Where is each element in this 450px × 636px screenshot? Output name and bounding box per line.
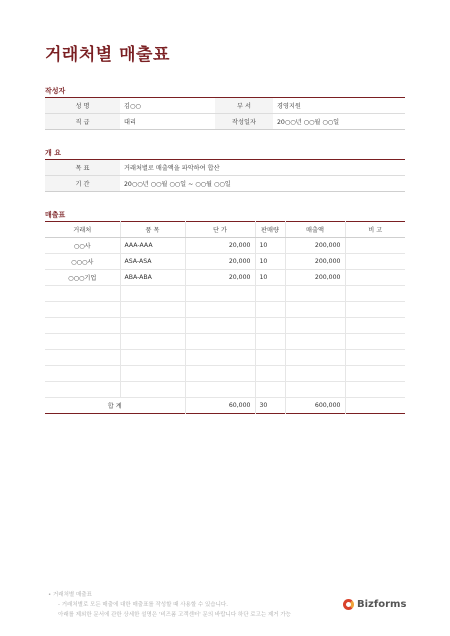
bizforms-logo-text: Bizforms [357, 599, 407, 610]
cell-note [345, 270, 405, 286]
cell-quantity [255, 334, 285, 350]
table-row [45, 302, 405, 318]
header-item: 품 목 [120, 222, 185, 238]
cell-sales: 200,000 [285, 254, 345, 270]
date-label: 작성일자 [215, 114, 273, 130]
footer-line-3: 아래를 제외한 문서에 관한 상세한 설명은 '비즈폼 고객센터' 문의 바랍니다 하단 로고는 제거 가능 [58, 612, 291, 618]
goal-value: 거래처별로 매출액을 파악하여 합산 [124, 165, 220, 172]
sales-section-label: 매출표 [45, 211, 66, 219]
cell-note [345, 382, 405, 398]
rank-label: 직 급 [45, 114, 120, 130]
cell-sales [285, 382, 345, 398]
total-note [345, 398, 405, 414]
cell-quantity: 10 [255, 270, 285, 286]
cell-item [120, 366, 185, 382]
cell-item [120, 318, 185, 334]
header-sales: 매출액 [285, 222, 345, 238]
cell-note [345, 254, 405, 270]
name-label: 성 명 [45, 98, 120, 114]
cell-item [120, 334, 185, 350]
cell-unit-price: 20,000 [185, 270, 255, 286]
table-row [45, 286, 405, 302]
table-row [45, 350, 405, 366]
period-value: 20○○년 ○○월 ○○일 ~ ○○월 ○○일 [120, 176, 405, 192]
total-sales: 600,000 [285, 398, 345, 414]
footer-note [48, 590, 291, 620]
cell-item [120, 350, 185, 366]
total-quantity: 30 [255, 398, 285, 414]
cell-quantity [255, 302, 285, 318]
footer-line-1: • 거래처별 매출표 [48, 592, 92, 598]
cell-sales: 200,000 [285, 238, 345, 254]
overview-row [45, 160, 405, 176]
cell-client [45, 350, 120, 366]
cell-quantity [255, 318, 285, 334]
cell-note [345, 350, 405, 366]
cell-note [345, 366, 405, 382]
cell-item [120, 382, 185, 398]
author-row [45, 98, 405, 114]
cell-sales [285, 318, 345, 334]
cell-quantity: 10 [255, 254, 285, 270]
cell-sales [285, 366, 345, 382]
cell-client [45, 302, 120, 318]
cell-note [345, 238, 405, 254]
cell-quantity [255, 286, 285, 302]
author-row [45, 114, 405, 130]
cell-client [45, 366, 120, 382]
cell-note [345, 286, 405, 302]
bizforms-logo [343, 599, 406, 610]
overview-table [45, 159, 405, 192]
total-label: 합 계 [45, 398, 185, 414]
header-unit-price: 단 가 [185, 222, 255, 238]
cell-item [120, 286, 185, 302]
table-row [45, 238, 405, 254]
cell-unit-price: 20,000 [185, 254, 255, 270]
header-quantity: 판매량 [255, 222, 285, 238]
cell-unit-price [185, 286, 255, 302]
table-row [45, 270, 405, 286]
cell-client [45, 286, 120, 302]
cell-unit-price [185, 350, 255, 366]
cell-unit-price: 20,000 [185, 238, 255, 254]
sales-table [45, 221, 405, 414]
overview-row [45, 176, 405, 192]
table-row [45, 366, 405, 382]
total-unit-price: 60,000 [185, 398, 255, 414]
cell-unit-price [185, 382, 255, 398]
department-value: 경영지원 [277, 103, 301, 110]
cell-unit-price [185, 334, 255, 350]
period-label: 기 간 [45, 176, 120, 192]
cell-sales [285, 286, 345, 302]
goal-label: 목 표 [45, 160, 120, 176]
cell-note [345, 302, 405, 318]
cell-client: ○○○사 [45, 254, 120, 270]
author-table [45, 97, 405, 130]
cell-item: ASA-ASA [120, 254, 185, 270]
cell-unit-price [185, 302, 255, 318]
cell-sales [285, 350, 345, 366]
cell-client: ○○사 [45, 238, 120, 254]
author-section-label: 작성자 [45, 87, 66, 95]
date-value: 20○○년 ○○월 ○○일 [273, 114, 405, 130]
cell-note [345, 334, 405, 350]
cell-item: AAA-AAA [120, 238, 185, 254]
table-row [45, 382, 405, 398]
header-client: 거래처 [45, 222, 120, 238]
cell-quantity [255, 366, 285, 382]
bizforms-logo-icon [343, 599, 354, 610]
cell-item [120, 302, 185, 318]
table-row [45, 334, 405, 350]
cell-sales [285, 334, 345, 350]
rank-value: 대리 [120, 114, 215, 130]
overview-section-label: 개 요 [45, 149, 61, 157]
table-row [45, 254, 405, 270]
cell-sales: 200,000 [285, 270, 345, 286]
cell-item: ABA-ABA [120, 270, 185, 286]
cell-client: ○○○기업 [45, 270, 120, 286]
cell-note [345, 318, 405, 334]
page-title: 거래처별 매출표 [45, 45, 170, 65]
cell-client [45, 334, 120, 350]
cell-unit-price [185, 366, 255, 382]
table-row [45, 318, 405, 334]
cell-quantity [255, 350, 285, 366]
cell-client [45, 382, 120, 398]
name-value: 김○○ [124, 103, 141, 110]
cell-quantity: 10 [255, 238, 285, 254]
cell-sales [285, 302, 345, 318]
cell-quantity [255, 382, 285, 398]
header-note: 비 고 [345, 222, 405, 238]
department-label: 부 서 [215, 98, 273, 114]
cell-client [45, 318, 120, 334]
cell-unit-price [185, 318, 255, 334]
total-row [45, 398, 405, 414]
footer-line-2: - 거래처별로 모든 매출에 대한 매출표를 작성할 때 사용할 수 있습니다. [58, 602, 228, 608]
sales-header-row [45, 222, 405, 238]
